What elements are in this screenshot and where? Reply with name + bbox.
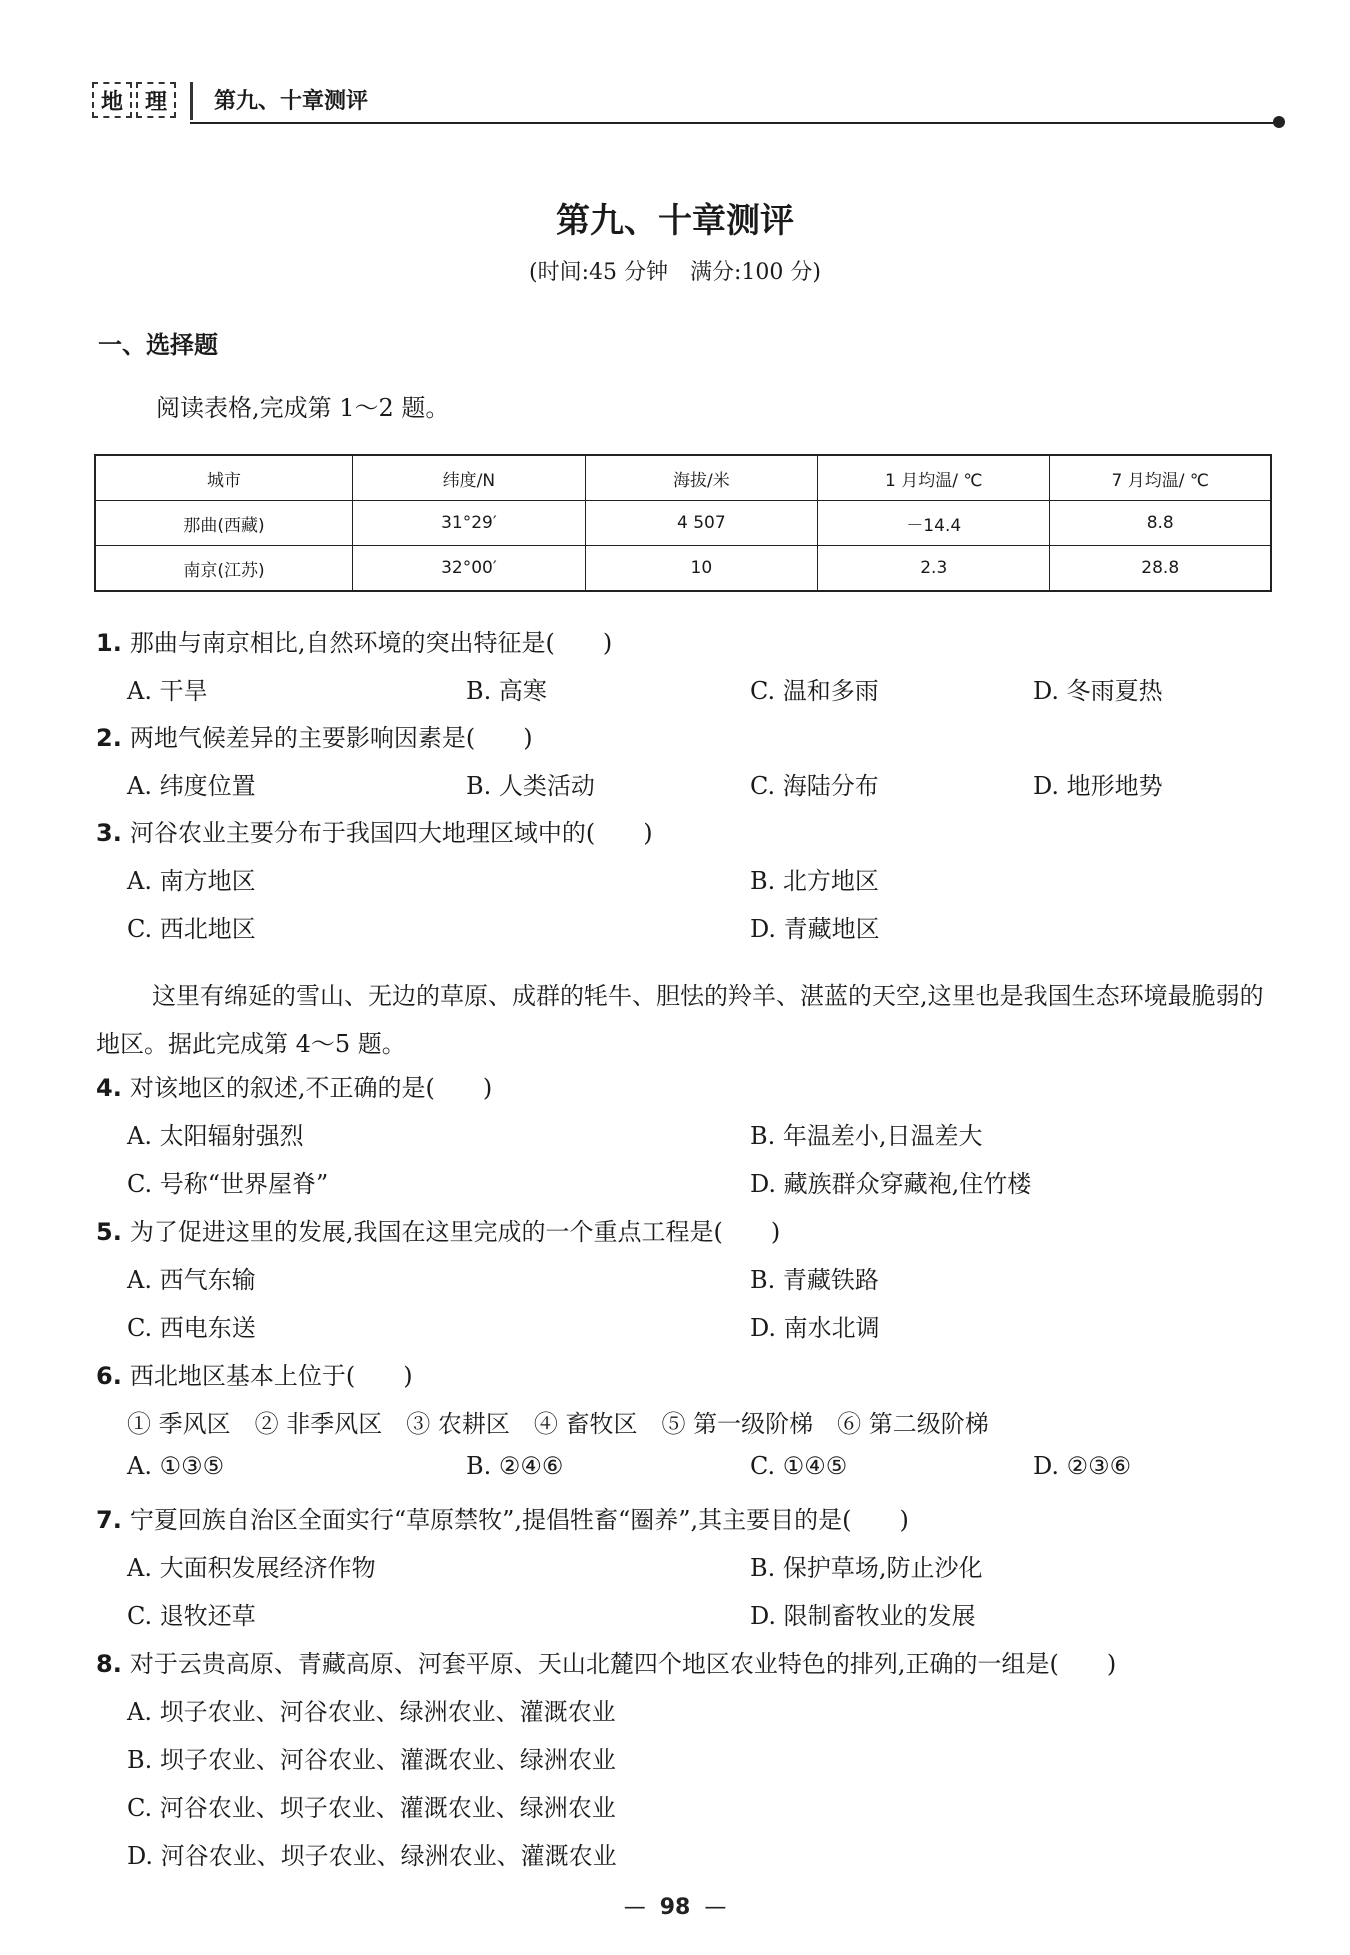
table-intro: 阅读表格,完成第 1～2 题。	[156, 394, 450, 422]
option-c: C. 西电东送	[127, 1314, 256, 1342]
question-3	[96, 813, 653, 848]
option-d: D. ②③⑥	[1033, 1452, 1132, 1480]
option-b: B. 保护草场,防止沙化	[750, 1554, 983, 1582]
table-cell: 南京(江苏)	[95, 546, 353, 592]
question-text: 河谷农业主要分布于我国四大地理区域中的( )	[129, 819, 653, 847]
option-d: D. 河谷农业、坝子农业、绿洲农业、灌溉农业	[127, 1842, 617, 1870]
table-cell: 8.8	[1050, 501, 1271, 546]
page-header	[92, 82, 1288, 126]
table-row	[95, 546, 1271, 592]
option-b: B. 人类活动	[466, 772, 595, 800]
question-text: 宁夏回族自治区全面实行“草原禁牧”,提倡牲畜“圈养”,其主要目的是( )	[129, 1506, 909, 1534]
option-a: A. 南方地区	[127, 867, 256, 895]
question-number: 5.	[96, 1218, 122, 1246]
option-a: A. 干旱	[127, 677, 208, 705]
option-c: C. 温和多雨	[750, 677, 879, 705]
option-c: C. 海陆分布	[750, 772, 879, 800]
question-number: 8.	[96, 1650, 122, 1678]
section-heading: 一、选择题	[98, 331, 218, 359]
option-d: D. 藏族群众穿藏袍,住竹楼	[750, 1170, 1032, 1198]
option-d: D. 地形地势	[1033, 772, 1163, 800]
exam-info: (时间:45 分钟 满分:100 分)	[529, 260, 821, 285]
footer-dash-right: —	[704, 1895, 727, 1920]
option-c: C. 退牧还草	[127, 1602, 256, 1630]
option-c: C. 河谷农业、坝子农业、灌溉农业、绿洲农业	[127, 1794, 616, 1822]
option-b: B. 坝子农业、河谷农业、灌溉农业、绿洲农业	[127, 1746, 616, 1774]
table-header-row	[95, 455, 1271, 501]
climate-table	[94, 454, 1272, 592]
question-number: 2.	[96, 724, 122, 752]
option-c: C. 西北地区	[127, 915, 256, 943]
question-2	[96, 718, 533, 753]
question-text: 对于云贵高原、青藏高原、河套平原、天山北麓四个地区农业特色的排列,正确的一组是( )	[129, 1650, 1117, 1678]
question-number: 1.	[96, 629, 122, 657]
option-c: C. ①④⑤	[750, 1452, 848, 1480]
table-cell: 31°29′	[353, 501, 586, 546]
question-7	[96, 1500, 909, 1535]
question-1	[96, 623, 612, 658]
question-number: 4.	[96, 1074, 122, 1102]
question-number: 6.	[96, 1362, 122, 1390]
table-cell: 32°00′	[353, 546, 586, 592]
table-cell: 28.8	[1050, 546, 1271, 592]
table-row	[95, 501, 1271, 546]
question-text: 两地气候差异的主要影响因素是( )	[129, 724, 533, 752]
question-8	[96, 1644, 1116, 1679]
subject-label	[92, 82, 180, 120]
option-c: C. 号称“世界屋脊”	[127, 1170, 329, 1198]
table-cell: 那曲(西藏)	[95, 501, 353, 546]
subject-char: 理	[136, 82, 176, 118]
page-footer	[0, 1895, 1350, 1920]
option-b: B. 高寒	[466, 677, 547, 705]
reading-passage: 这里有绵延的雪山、无边的草原、成群的牦牛、胆怯的羚羊、湛蓝的天空,这里也是我国生态环境最脆弱的地区。据此完成第 4～5 题。	[96, 982, 1264, 1058]
header-rule	[190, 122, 1278, 124]
option-d: D. 南水北调	[750, 1314, 880, 1342]
header-divider	[190, 82, 193, 120]
column-header: 7 月均温/ ℃	[1050, 455, 1271, 501]
option-d: D. 冬雨夏热	[1033, 677, 1163, 705]
header-dot	[1273, 116, 1285, 128]
option-b: B. 青藏铁路	[750, 1266, 879, 1294]
option-a: A. 西气东输	[127, 1266, 256, 1294]
subject-char: 地	[92, 82, 132, 118]
page-number: 98	[659, 1895, 691, 1920]
table-cell: 2.3	[818, 546, 1050, 592]
option-a: A. 纬度位置	[127, 772, 256, 800]
header-chapter: 第九、十章测评	[214, 89, 369, 114]
question-items: ① 季风区 ② 非季风区 ③ 农耕区 ④ 畜牧区 ⑤ 第一级阶梯 ⑥ 第二级阶梯	[127, 1410, 989, 1438]
question-5	[96, 1212, 780, 1247]
table-cell: 10	[585, 546, 817, 592]
option-a: A. 太阳辐射强烈	[127, 1122, 304, 1150]
table-cell: －14.4	[818, 501, 1050, 546]
question-text: 为了促进这里的发展,我国在这里完成的一个重点工程是( )	[129, 1218, 781, 1246]
question-number: 3.	[96, 819, 122, 847]
column-header: 纬度/N	[353, 455, 586, 501]
option-b: B. ②④⑥	[466, 1452, 564, 1480]
question-number: 7.	[96, 1506, 122, 1534]
question-6	[96, 1356, 413, 1391]
page-title: 第九、十章测评	[556, 201, 794, 241]
option-a: A. ①③⑤	[127, 1452, 225, 1480]
question-text: 西北地区基本上位于( )	[129, 1362, 413, 1390]
column-header: 海拔/米	[585, 455, 817, 501]
option-b: B. 北方地区	[750, 867, 879, 895]
question-text: 那曲与南京相比,自然环境的突出特征是( )	[129, 629, 613, 657]
question-text: 对该地区的叙述,不正确的是( )	[129, 1074, 493, 1102]
question-4	[96, 1068, 492, 1103]
option-a: A. 大面积发展经济作物	[127, 1554, 376, 1582]
option-b: B. 年温差小,日温差大	[750, 1122, 983, 1150]
option-a: A. 坝子农业、河谷农业、绿洲农业、灌溉农业	[127, 1698, 616, 1726]
column-header: 城市	[95, 455, 353, 501]
footer-dash-left: —	[623, 1895, 646, 1920]
table-cell: 4 507	[585, 501, 817, 546]
column-header: 1 月均温/ ℃	[818, 455, 1050, 501]
option-d: D. 限制畜牧业的发展	[750, 1602, 976, 1630]
option-d: D. 青藏地区	[750, 915, 880, 943]
